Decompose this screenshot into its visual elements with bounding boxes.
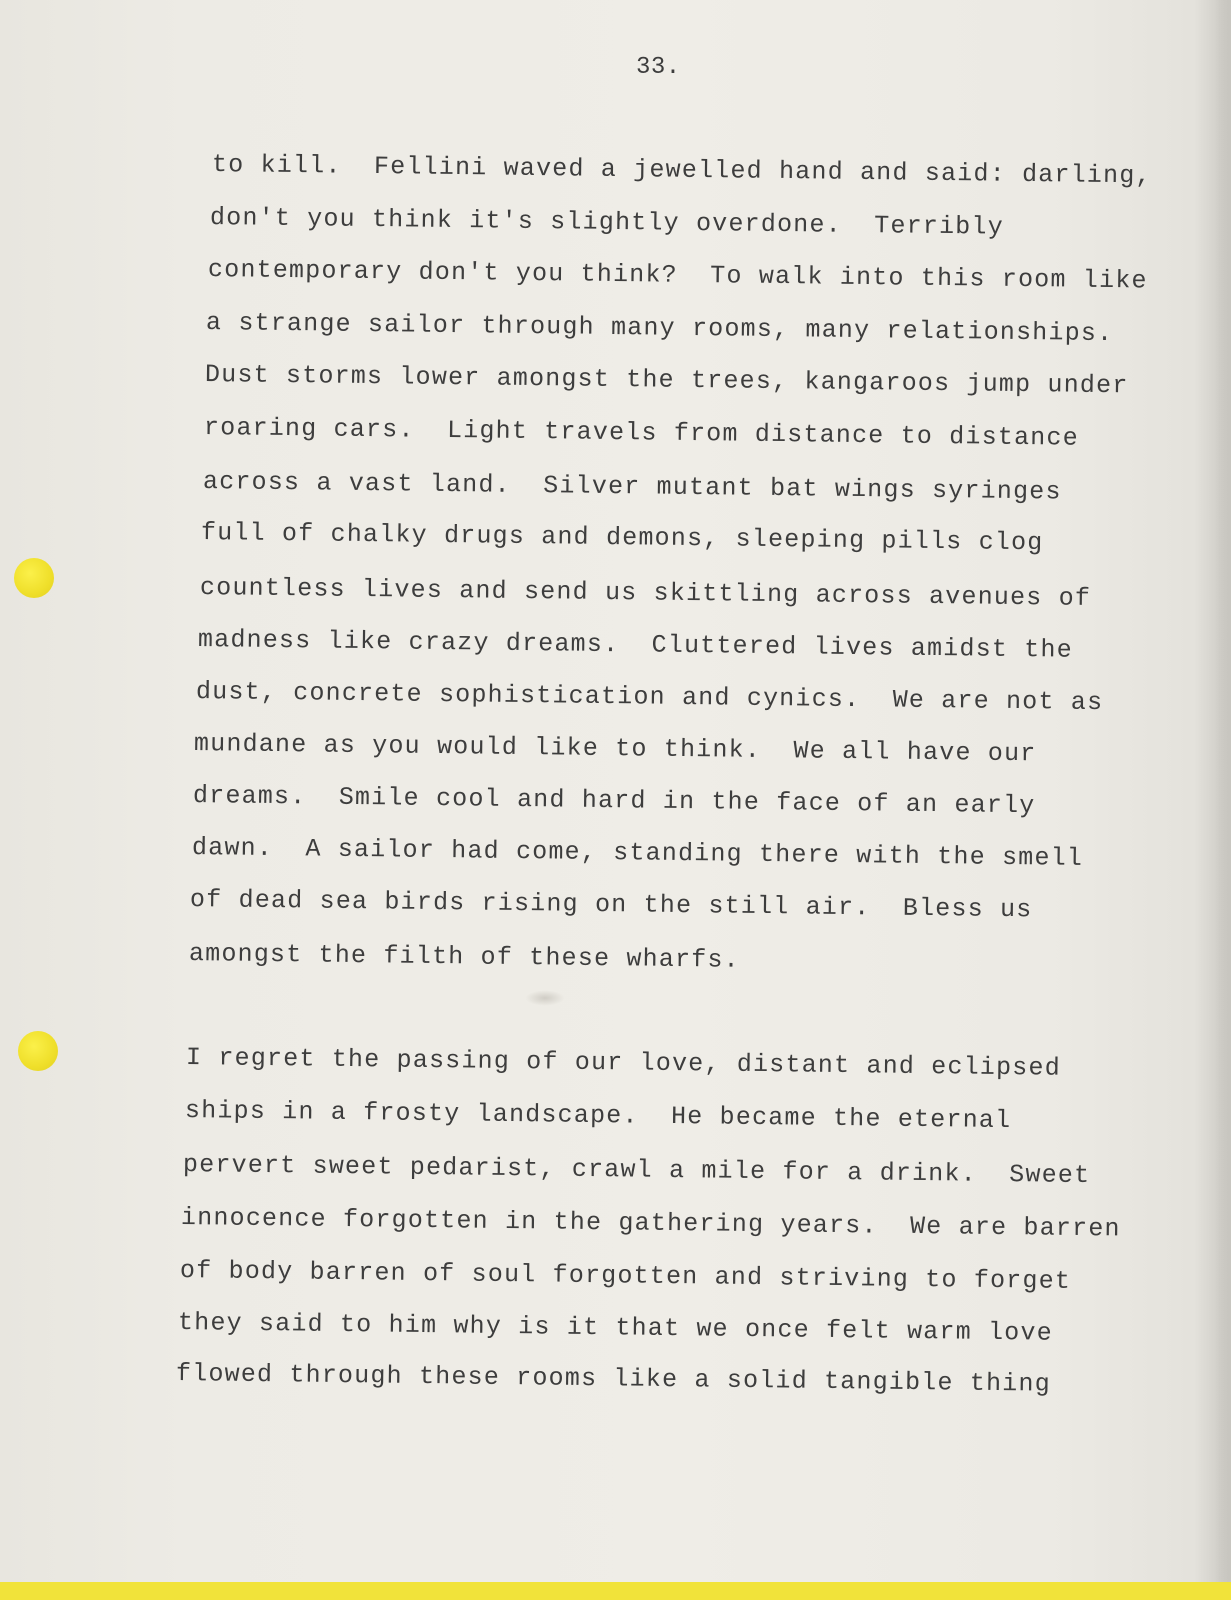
binder-hole-reinforcement xyxy=(18,1031,58,1071)
text-line: to kill. Fellini waved a jewelled hand and said: darling, xyxy=(211,150,1152,191)
yellow-page-edge xyxy=(0,1582,1231,1600)
text-line: flowed through these rooms like a solid tangible thing xyxy=(175,1359,1052,1399)
page-edge-shadow xyxy=(1215,0,1231,1582)
text-line: I regret the passing of our love, distant and eclipsed xyxy=(185,1043,1062,1083)
text-line: across a vast land. Silver mutant bat wings syringes xyxy=(202,467,1062,507)
text-line: madness like crazy dreams. Cluttered lives amidst the xyxy=(197,625,1074,665)
text-line: ships in a frosty landscape. He became the eternal xyxy=(184,1096,1012,1136)
text-line: pervert sweet pedarist, crawl a mile for a drink. Sweet xyxy=(182,1150,1091,1191)
text-line: amongst the filth of these wharfs. xyxy=(188,939,741,975)
text-line: dreams. Smile cool and hard in the face of an early xyxy=(192,781,1036,821)
text-line: roaring cars. Light travels from distance to distance xyxy=(203,413,1080,453)
text-line: they said to him why is it that we once felt warm love xyxy=(177,1308,1054,1348)
text-line: Dust storms lower amongst the trees, kangaroos jump under xyxy=(204,360,1129,401)
text-line: full of chalky drugs and demons, sleeping pills clog xyxy=(200,518,1044,558)
binder-hole-reinforcement xyxy=(14,558,54,598)
text-line: mundane as you would like to think. We all have our xyxy=(193,729,1037,769)
text-line: of body barren of soul forgotten and striving to forget xyxy=(179,1256,1072,1296)
text-line: a strange sailor through many rooms, many relationships. xyxy=(205,308,1114,349)
text-line: of dead sea birds rising on the still air. Bless us xyxy=(189,885,1033,925)
page-number: 33. xyxy=(636,54,681,81)
text-line: innocence forgotten in the gathering years. We are barren xyxy=(180,1203,1121,1244)
text-line: dust, concrete sophistication and cynics. We are not as xyxy=(195,677,1104,718)
text-line: contemporary don't you think? To walk into this room like xyxy=(207,255,1148,296)
ink-smudge xyxy=(525,990,565,1006)
text-line: countless lives and send us skittling across avenues of xyxy=(199,573,1092,613)
text-line: don't you think it's slightly overdone. Terribly xyxy=(209,203,1005,242)
text-line: dawn. A sailor had come, standing there with the smell xyxy=(191,833,1084,873)
